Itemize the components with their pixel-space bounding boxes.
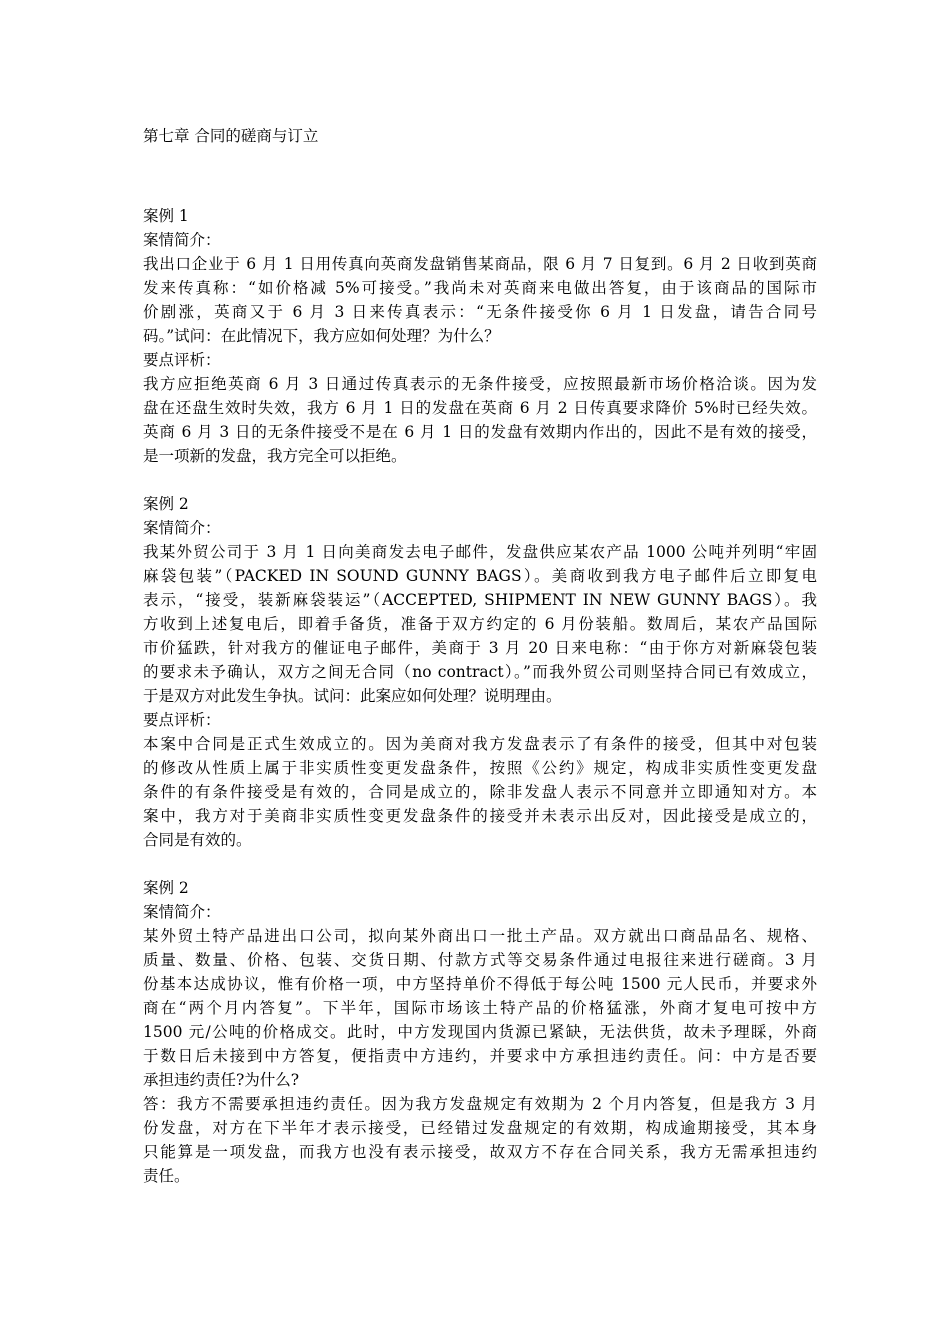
paragraph-line: 于是双方对此发生争执。试问：此案应如何处理？说明理由。 (143, 687, 562, 705)
paragraph-line: 我出口企业于 6 月 1 日用传真向英商发盘销售某商品，限 6 月 7 日复到。6 月 2 日收到英商 (143, 255, 817, 273)
paragraph-line: 某外贸土特产品进出口公司，拟向某外商出口一批土产品。双方就出口商品品名、规格、 (143, 927, 817, 945)
paragraph-line: 码。”试问：在此情况下，我方应如何处理？为什么？ (143, 327, 500, 345)
paragraph-line: 本案中合同是正式生效成立的。因为美商对我方发盘表示了有条件的接受，但其中对包装 (143, 735, 817, 753)
case-intro-label: 案情简介： (143, 519, 221, 537)
paragraph-line: 价剧涨，英商又于 6 月 3 日来传真表示：“无条件接受你 6 月 1 日发盘，请告合同号 (143, 303, 817, 321)
paragraph-line: 表示，“接受，装新麻袋装运”（ACCEPTED, SHIPMENT IN NEW GUNNY BAGS）。我 (143, 591, 817, 609)
paragraph-line: 份发盘，对方在下半年才表示接受，已经错过发盘规定的有效期，构成逾期接受，其本身 (143, 1119, 817, 1137)
paragraph-line: 我方应拒绝英商 6 月 3 日通过传真表示的无条件接受，应按照最新市场价格洽谈。因为发 (143, 375, 817, 393)
paragraph-line: 市价猛跌，针对我方的催证电子邮件，美商于 3 月 20 日来电称：“由于你方对新麻袋包装 (143, 639, 817, 657)
document-body (143, 124, 817, 1188)
case-section (143, 492, 817, 852)
spacer (143, 148, 817, 204)
paragraph-line: 责任。 (143, 1167, 190, 1185)
paragraph-line: 发来传真称：“如价格减 5%可接受。”我尚未对英商来电做出答复，由于该商品的国际市 (143, 279, 817, 297)
paragraph-line: 只能算是一项发盘，而我方也没有表示接受，故双方不存在合同关系，我方无需承担违约 (143, 1143, 817, 1161)
paragraph-line: 答：我方不需要承担违约责任。因为我方发盘规定有效期为 2 个月内答复，但是我方 3 月 (143, 1095, 817, 1113)
paragraph-line: 于数日后未接到中方答复，便指责中方违约，并要求中方承担违约责任。问：中方是否要 (143, 1047, 817, 1065)
case-intro-label: 案情简介： (143, 231, 221, 249)
paragraph-line: 承担违约责任?为什么? (143, 1071, 300, 1089)
paragraph-line: 合同是有效的。 (143, 831, 252, 849)
paragraph-line: 案中，我方对于美商非实质性变更发盘条件的接受并未表示出反对，因此接受是成立的， (143, 807, 817, 825)
paragraph-line: 的要求未予确认，双方之间无合同（no contract）。”而我外贸公司则坚持合同已有效成立， (143, 663, 817, 681)
spacer (143, 468, 817, 492)
case-analysis-label: 要点评析： (143, 351, 221, 369)
paragraph-line: 盘在还盘生效时失效，我方 6 月 1 日的发盘在英商 6 月 2 日传真要求降价 5%时已经失效。 (143, 399, 817, 417)
paragraph-line: 的修改从性质上属于非实质性变更发盘条件，按照《公约》规定，构成非实质性变更发盘 (143, 759, 817, 777)
case-section (143, 204, 817, 468)
spacer (143, 852, 817, 876)
paragraph-line: 质量、数量、价格、包装、交货日期、付款方式等交易条件通过电报往来进行磋商。3 月 (143, 951, 817, 969)
case-heading: 案例 1 (143, 207, 189, 225)
paragraph-line: 我某外贸公司于 3 月 1 日向美商发去电子邮件，发盘供应某农产品 1000 公吨并列明“牢固 (143, 543, 817, 561)
paragraph-line: 商在“两个月内答复”。下半年，国际市场该土特产品的价格猛涨，外商才复电可按中方 (143, 999, 817, 1017)
case-analysis-label: 要点评析： (143, 711, 221, 729)
case-section (143, 876, 817, 1188)
paragraph-line: 份基本达成协议，惟有价格一项，中方坚持单价不得低于每公吨 1500 元人民币，并要求外 (143, 975, 817, 993)
case-intro-label: 案情简介： (143, 903, 221, 921)
paragraph-line: 麻袋包装”（PACKED IN SOUND GUNNY BAGS）。美商收到我方电子邮件后立即复电 (143, 567, 817, 585)
paragraph-line: 条件的有条件接受是有效的，合同是成立的，除非发盘人表示不同意并立即通知对方。本 (143, 783, 817, 801)
paragraph-line: 英商 6 月 3 日的无条件接受不是在 6 月 1 日的发盘有效期内作出的，因此不是有效的接受， (143, 423, 817, 441)
paragraph-line: 是一项新的发盘，我方完全可以拒绝。 (143, 447, 407, 465)
paragraph-line: 1500 元/公吨的价格成交。此时，中方发现国内货源已紧缺，无法供货，故未予理睬，外商 (143, 1023, 817, 1041)
paragraph-line: 方收到上述复电后，即着手备货，准备于双方约定的 6 月份装船。数周后，某农产品国际 (143, 615, 817, 633)
chapter-title: 第七章 合同的磋商与订立 (143, 127, 319, 145)
case-heading: 案例 2 (143, 495, 189, 513)
case-heading: 案例 2 (143, 879, 189, 897)
